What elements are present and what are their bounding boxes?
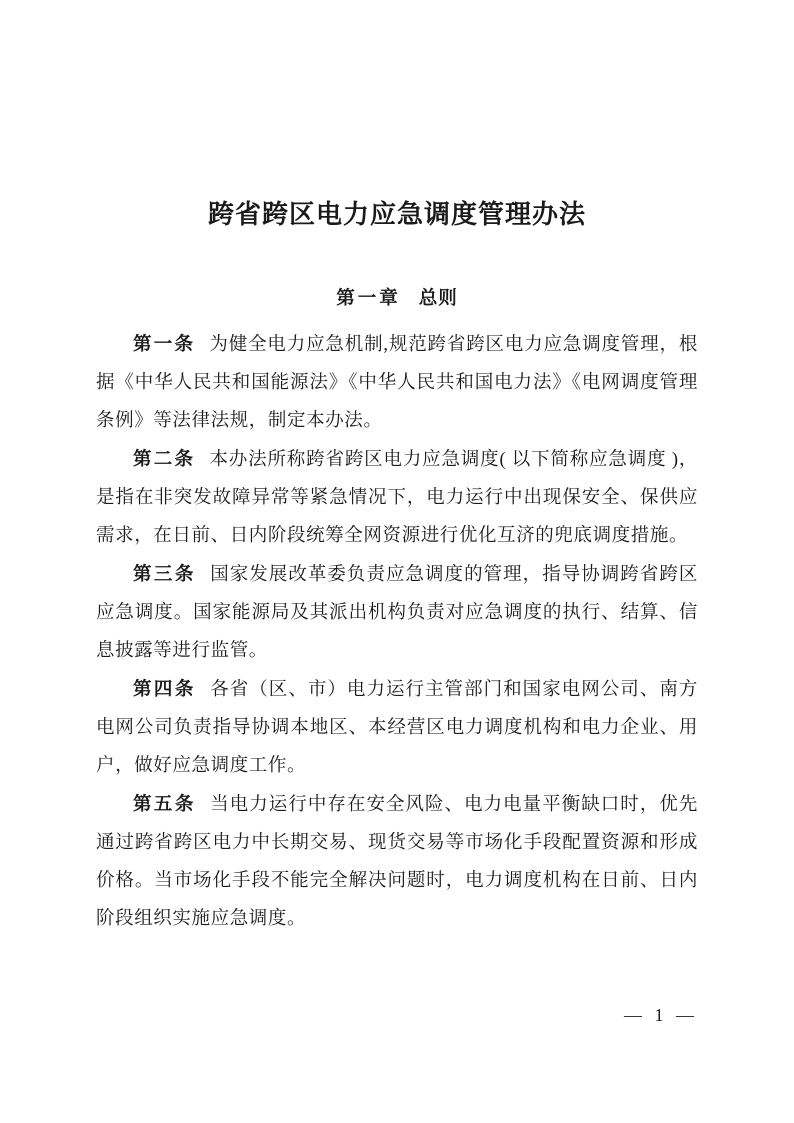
chapter-heading (0, 232, 794, 310)
article-paragraph (96, 671, 698, 785)
chapter-label: 第一章 (336, 288, 401, 309)
article-text: 当电力运行中存在安全风险、电力电量平衡缺口时，优先通过跨省跨区电力中长期交易、现货交易等市场化手段配置资源和形成价格。当市场化手段不能完全解决问题时，电力调度机构在日前、日内阶段组织实施应急调度。 (96, 794, 698, 929)
article-text: 各省（区、市）电力运行主管部门和国家电网公司、南方电网公司负责指导协调本地区、本经营区电力调度机构和电力企业、用户，做好应急调度工作。 (96, 679, 698, 776)
article-text: 国家发展改革委负责应急调度的管理，指导协调跨省跨区应急调度。国家能源局及其派出机构负责对应急调度的执行、结算、信息披露等进行监管。 (96, 564, 698, 661)
article-number: 第一条 (133, 334, 196, 355)
article-text: 为健全电力应急机制,规范跨省跨区电力应急调度管理，根据《中华人民共和国能源法》《中华人民共和国电力法》《电网调度管理条例》等法律法规，制定本办法。 (96, 334, 698, 431)
page-title: 跨省跨区电力应急调度管理办法 (207, 200, 586, 229)
article-paragraph (96, 786, 698, 938)
page-number: — 1 — (624, 1005, 698, 1025)
article-paragraph (96, 326, 698, 440)
chapter-name: 总则 (418, 288, 458, 309)
article-text: 本办法所称跨省跨区电力应急调度( 以下简称应急调度 )，是指在非突发故障异常等紧急情况下，电力运行中出现保安全、保供应需求，在日前、日内阶段统筹全网资源进行优化互济的兜底调度措施。 (96, 449, 698, 546)
article-paragraph (96, 441, 698, 555)
article-number: 第四条 (133, 679, 196, 700)
article-paragraph (96, 556, 698, 670)
article-number: 第二条 (133, 449, 196, 470)
document-body (0, 326, 794, 938)
article-number: 第五条 (133, 794, 196, 815)
article-number: 第三条 (133, 564, 196, 585)
